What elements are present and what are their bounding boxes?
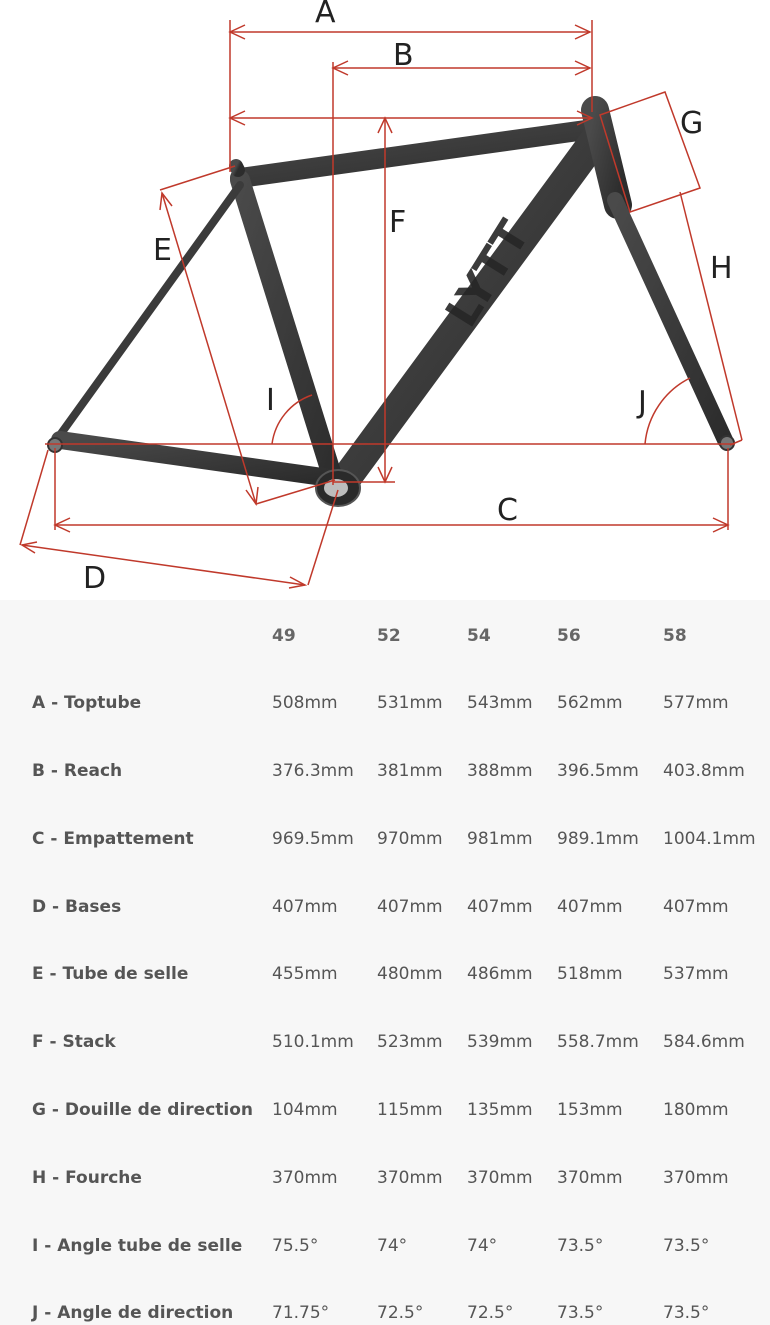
cell-value: 104mm	[272, 1100, 338, 1120]
cell-value: 180mm	[663, 1100, 729, 1120]
cell-value: 584.6mm	[663, 1032, 745, 1052]
cell-value: 407mm	[557, 897, 623, 917]
cell-value: 577mm	[663, 693, 729, 713]
size-header-52: 52	[377, 626, 401, 646]
cell-value: 969.5mm	[272, 829, 354, 849]
cell-value: 486mm	[467, 964, 533, 984]
cell-value: 370mm	[663, 1168, 729, 1188]
row-label: J - Angle de direction	[32, 1303, 234, 1323]
fork-dropout	[720, 436, 734, 450]
cell-value: 970mm	[377, 829, 443, 849]
cell-value: 981mm	[467, 829, 533, 849]
cell-value: 72.5°	[467, 1303, 514, 1323]
frame-diagram-svg	[0, 0, 770, 600]
cell-value: 153mm	[557, 1100, 623, 1120]
dim-label-d: D	[83, 561, 107, 596]
cell-value: 407mm	[663, 897, 729, 917]
cell-value: 508mm	[272, 693, 338, 713]
size-header-54: 54	[467, 626, 491, 646]
cell-value: 562mm	[557, 693, 623, 713]
cell-value: 115mm	[377, 1100, 443, 1120]
cell-value: 523mm	[377, 1032, 443, 1052]
cell-value: 370mm	[272, 1168, 338, 1188]
row-label: G - Douille de direction	[32, 1100, 254, 1120]
cell-value: 376.3mm	[272, 761, 354, 781]
cell-value: 72.5°	[377, 1303, 424, 1323]
cell-value: 71.75°	[272, 1303, 330, 1323]
cell-value: 370mm	[377, 1168, 443, 1188]
dimension-lines	[20, 20, 742, 588]
cell-value: 543mm	[467, 693, 533, 713]
cell-value: 989.1mm	[557, 829, 639, 849]
dim-label-j: J	[638, 385, 647, 420]
cell-value: 510.1mm	[272, 1032, 354, 1052]
cell-value: 396.5mm	[557, 761, 639, 781]
size-header-49: 49	[272, 626, 296, 646]
dim-label-c: C	[497, 493, 518, 528]
cell-value: 407mm	[377, 897, 443, 917]
row-label: I - Angle tube de selle	[32, 1236, 243, 1256]
frame-geometry-diagram	[0, 0, 770, 600]
cell-value: 74°	[467, 1236, 498, 1256]
dim-label-f: F	[389, 205, 407, 240]
cell-value: 558.7mm	[557, 1032, 639, 1052]
cell-value: 388mm	[467, 761, 533, 781]
cell-value: 74°	[377, 1236, 408, 1256]
cell-value: 539mm	[467, 1032, 533, 1052]
dim-label-g: G	[680, 106, 704, 141]
seatpost-clamp	[236, 166, 238, 170]
cell-value: 518mm	[557, 964, 623, 984]
cell-value: 73.5°	[557, 1236, 604, 1256]
cell-value: 75.5°	[272, 1236, 319, 1256]
cell-value: 370mm	[557, 1168, 623, 1188]
cell-value: 73.5°	[663, 1236, 710, 1256]
bike-frame	[60, 110, 725, 485]
cell-value: 135mm	[467, 1100, 533, 1120]
size-header-58: 58	[663, 626, 687, 646]
cell-value: 455mm	[272, 964, 338, 984]
cell-value: 531mm	[377, 693, 443, 713]
row-label: F - Stack	[32, 1032, 116, 1052]
dim-label-i: I	[266, 383, 275, 418]
cell-value: 403.8mm	[663, 761, 745, 781]
row-label: A - Toptube	[32, 693, 142, 713]
cell-value: 480mm	[377, 964, 443, 984]
dim-label-e: E	[153, 233, 172, 268]
head-tube	[595, 110, 618, 205]
cell-value: 73.5°	[663, 1303, 710, 1323]
angle-arc-j	[645, 378, 690, 444]
dim-label-a: A	[315, 0, 336, 30]
row-label: C - Empattement	[32, 829, 194, 849]
cell-value: 73.5°	[557, 1303, 604, 1323]
fork-blade	[615, 200, 725, 440]
geometry-table	[0, 600, 770, 1325]
top-tube	[240, 128, 600, 178]
dim-line-d	[22, 545, 305, 585]
row-label: E - Tube de selle	[32, 964, 189, 984]
cell-value: 1004.1mm	[663, 829, 756, 849]
cell-value: 407mm	[467, 897, 533, 917]
seat-tube	[240, 180, 335, 485]
row-label: H - Fourche	[32, 1168, 142, 1188]
dim-label-h: H	[710, 251, 733, 286]
size-header-56: 56	[557, 626, 581, 646]
cell-value: 407mm	[272, 897, 338, 917]
row-label: D - Bases	[32, 897, 122, 917]
seat-stay	[60, 185, 240, 435]
chain-stay	[60, 440, 330, 478]
cell-value: 370mm	[467, 1168, 533, 1188]
cell-value: 381mm	[377, 761, 443, 781]
dim-label-b: B	[393, 38, 414, 73]
cell-value: 537mm	[663, 964, 729, 984]
row-label: B - Reach	[32, 761, 123, 781]
frame-logo: LYTT	[436, 212, 540, 336]
